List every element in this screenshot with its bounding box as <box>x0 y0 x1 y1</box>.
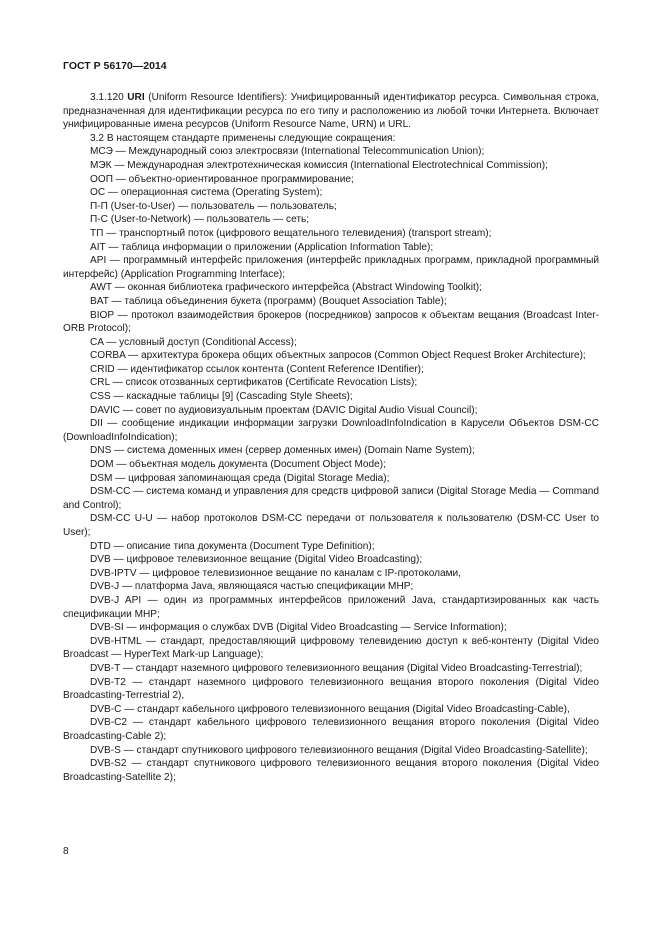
abbreviation-item: DVB-T2 — стандарт наземного цифрового телевизионного вещания второго поколения (Digital Video Broadcasting-Terrestrial 2), <box>63 676 599 702</box>
abbreviation-item: DTD — описание типа документа (Document Type Definition); <box>90 540 375 552</box>
abbreviation-item: ТП — транспортный поток (цифрового вещательного телевидения) (transport stream); <box>90 227 492 239</box>
abbreviation-item: DOM — объектная модель документа (Document Object Mode); <box>90 459 386 471</box>
abbreviation-item: DVB-J — платформа Java, являющаяся частью спецификации MHP; <box>90 581 414 593</box>
abbreviation-item: DVB-S — стандарт спутникового цифрового телевизионного вещания (Digital Video Broadcasting-Satellite); <box>90 744 588 756</box>
abbreviation-item: ООП — объектно-ориентированное программирование; <box>90 173 354 185</box>
abbreviation-item: DVB-T — стандарт наземного цифрового телевизионного вещания (Digital Video Broadcasting-Terrestrial); <box>90 662 583 674</box>
abbreviation-item: BIOP — протокол взаимодействия брокеров (посредников) запросов к объектам вещания (Broadcast Inter-ORB Protocol); <box>63 309 599 335</box>
abbreviation-item: DVB-SI — информация о службах DVB (Digital Video Broadcasting — Service Information); <box>90 622 507 634</box>
abbreviation-item: DSM-CC — система команд и управления для средств цифровой записи (Digital Storage Media — Command and Control); <box>63 486 599 511</box>
abbreviation-item: DVB-IPTV — цифровое телевизионное вещание по каналам с IP-протоколами, <box>90 567 461 579</box>
abbreviation-list <box>63 145 599 784</box>
page-number: 8 <box>63 846 69 857</box>
abbreviation-item: DVB-S2 — стандарт спутникового цифрового телевизионного вещания второго поколения (Digital Video Broadcasting-Satellite 2); <box>63 758 599 783</box>
abbreviation-item: ОС — операционная система (Operating System); <box>90 187 323 199</box>
abbreviation-item: CRID — идентификатор ссылок контента (Content Reference IDentifier); <box>90 363 424 375</box>
abbreviation-item: П-С (User-to-Network) — пользователь — сеть; <box>90 214 310 226</box>
abbreviation-item: DNS — система доменных имен (сервер доменных имен) (Domain Name System); <box>90 445 475 457</box>
abbreviation-item: П-П (User-to-User) — пользователь — пользователь; <box>90 200 337 212</box>
abbreviation-item: AWT — оконная библиотека графического интерфейса (Abstract Windowing Toolkit); <box>90 282 482 294</box>
definition-paragraph <box>63 91 599 132</box>
abbreviation-item: DII — сообщение индикации информации загрузки DownloadInfoIndication в Карусели Объектов DSM-CC (DownloadInfoIndication); <box>63 418 599 443</box>
abbreviation-item: API — программный интерфейс приложения (интерфейс прикладных программ, прикладной программный интерфейс) (Application Programming Interface); <box>63 255 599 280</box>
abbreviation-item: DVB-C2 — стандарт кабельного цифрового телевизионного вещания второго поколения (Digital Video Broadcasting-Cable 2); <box>63 717 599 742</box>
abbreviation-item: DVB-HTML — стандарт, предоставляющий цифровому телевидению доступ к веб-контенту (Digital Video Broadcast — HyperText Mark-up Language); <box>63 635 599 661</box>
section-heading: 3.2 В настоящем стандарте применены следующие сокращения: <box>90 132 396 144</box>
abbreviation-item: DVB-C — стандарт кабельного цифрового телевизионного вещания (Digital Video Broadcasting-Cable), <box>90 703 570 715</box>
abbreviation-item: CA — условный доступ (Conditional Access); <box>90 336 297 348</box>
abbreviation-item: BAT — таблица объединения букета (программ) (Bouquet Association Table); <box>90 295 447 307</box>
document-body <box>63 91 599 784</box>
abbreviation-item: CRL — список отозванных сертификатов (Certificate Revocation Lists); <box>90 377 418 389</box>
definition-term: URI <box>127 92 145 103</box>
abbreviation-item: AIT — таблица информации о приложении (Application Information Table); <box>90 241 434 253</box>
abbreviation-item: DSM-CC U-U — набор протоколов DSM-CC передачи от пользователя к пользователю (DSM-CC User to User); <box>63 513 599 538</box>
document-header: ГОСТ Р 56170—2014 <box>63 60 167 72</box>
abbreviation-item: МЭК — Международная электротехническая комиссия (International Electrotechnical Commission); <box>90 159 548 171</box>
definition-text: (Uniform Resource Identifiers): Унифицированный идентификатор ресурса. Символьная строка, предназначенная для идентификации ресурса по его типу и расположению из любой точки Интернета. Включает унифицированные имена ресурсов (Uniform Resource Name, URN) и URL. <box>63 92 600 131</box>
abbreviation-item: DVB — цифровое телевизионное вещание (Digital Video Broadcasting); <box>90 554 423 566</box>
abbreviation-item: МСЭ — Международный союз электросвязи (International Telecommunication Union); <box>90 146 485 158</box>
abbreviation-item: DVB-J API — один из программных интерфейсов приложений Java, стандартизированных как часть спецификации MHP; <box>63 594 599 620</box>
abbreviation-item: DAVIC — совет по аудиовизуальным проектам (DAVIC Digital Audio Visual Council); <box>90 404 478 416</box>
abbreviation-item: CSS — каскадные таблицы [9] (Cascading Style Sheets); <box>90 391 353 403</box>
abbreviation-item: DSM — цифровая запоминающая среда (Digital Storage Media); <box>90 472 390 484</box>
definition-number: 3.1.120 <box>90 92 128 103</box>
abbreviation-item: CORBA — архитектура брокера общих объектных запросов (Common Object Request Broker Architecture); <box>90 350 586 362</box>
